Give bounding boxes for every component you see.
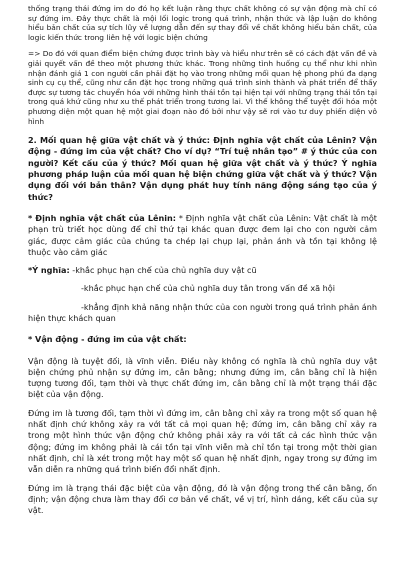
section-heading-2: 2. Mối quan hệ giữa vật chất và ý thức: Định nghĩa vật chất của Lênin? Vận động - đứng im của vật chất? Cho ví dụ? “Trí tuệ nhân tạo” # ý thức của con người? Kết cấu của ý thức? Mối quan hệ giữa vật chất và ý thức? Ý nghĩa phương pháp luận của mối quan hệ biện chứng giữa vật chất và ý thức? Vận dụng đối với bản thân? Vận dụng phát huy tính năng động sáng tạo của ý thức? [28, 135, 377, 202]
paragraph-rest-special: Đứng im là trạng thái đặc biệt của vận động, đó là vận động trong thế cân bằng, ổn định; vận động chưa làm thay đổi cơ bản về chất, về vị trí, hình dáng, kết cấu của sự vật. [28, 482, 377, 516]
paragraph-definition [28, 213, 377, 258]
meaning-item-1 [28, 265, 377, 276]
meaning-item-3-text: -khẳng định khả năng nhận thức của con người trong quá trình phản ánh hiện thực khách quan [28, 301, 377, 323]
paragraph-intro: thống trạng thái đứng im do đó họ kết luận rằng thực chất không có sự vận động mà chỉ có sự đứng im. Đây thực chất là mội lối logic trong quá trình, nhận thức và lập luận do không hiểu bản chất của sự tích lũy về lượng dẫn đến sự thay đổi về chất không hiểu bản chất, của logic kiến thức trong liên hệ với logic biện chứng [28, 4, 377, 42]
motion-rest-heading: * Vận động - đứng im của vật chất: [28, 334, 187, 345]
definition-text: * Định nghĩa vật chất của Lênin: Vật chất là một phạn trù triết học dùng để chỉ thứ tại khác quan được đem lại cho con người cảm giác, được cảm giác của chúng ta chép lại chụp lại, phản ánh và tồn tại không lệ thuộc vào cảm giác [28, 212, 377, 257]
definition-label: * Định nghĩa vật chất của Lênin: [28, 212, 177, 223]
paragraph-motion-absolute: Vận động là tuyệt đối, là vĩnh viễn. Điều này không có nghĩa là chủ nghĩa duy vật biện chứng phủ nhận sự đứng im, cân bằng; nhưng đứng im, cân bằng chỉ là hiện tượng tương đối, tạm thời và thực chất đứng im, cân bằng chỉ là một trạng thái đặc biệt của vận động. [28, 355, 377, 400]
meaning-item-2: -khắc phục hạn chế của chủ nghĩa duy tân trong vấn đề xã hội [81, 283, 336, 294]
paragraph-conclusion: => Do đó với quan điểm biện chứng được trình bày và hiểu như trên sẽ có cách đặt vấn đề và giải quyết vấn đề theo một phương thức khác. Trong những tình huống cụ thể như khi nhìn nhận đánh giá 1 con người cần phải đặt họ vào trong những mối quan hệ phong phú đa dạng sinh cụ cụ thể, cũng như cần đặt học trong những quá trình sinh thành và phát triển để thấy được sự tương tác chuyển hóa với những hình thái tồn tại hiện tại với những trạng thái tồn tại trong quá khứ cũng như xu thế phát triển trong tương lai. Vì thế không thể tuyệt đối hóa một phương diện một quan hệ một giai đoạn nào đó bởi như vậy sẽ rơi vào tư duy phiến diện vô hình [28, 49, 377, 126]
meaning-label: *Ý nghĩa: [28, 265, 70, 276]
meaning-item-1-text: -khắc phục hạn chế của chủ nghĩa duy vật cũ [72, 265, 257, 276]
meaning-item-3 [28, 302, 377, 325]
paragraph-rest-relative: Đứng im là tương đối, tạm thời vì đứng im, cân bằng chỉ xảy ra trong một số quan hệ nhất định chứ không xảy ra với tất cả mọi quan hệ; đứng im, cân bằng chỉ xảy ra trong một hình thức vận động chứ không phải xảy ra với tất cả các hình thức vận động; đứng im không phải là cái tồn tại vĩnh viễn mà chỉ tồn tại trong một thời gian nhất định, chỉ là xét trong một hay một số quan hệ nhất định, ngay trong sự đứng im vẫn diễn ra những quá trình biến đổi nhất định. [28, 407, 377, 475]
